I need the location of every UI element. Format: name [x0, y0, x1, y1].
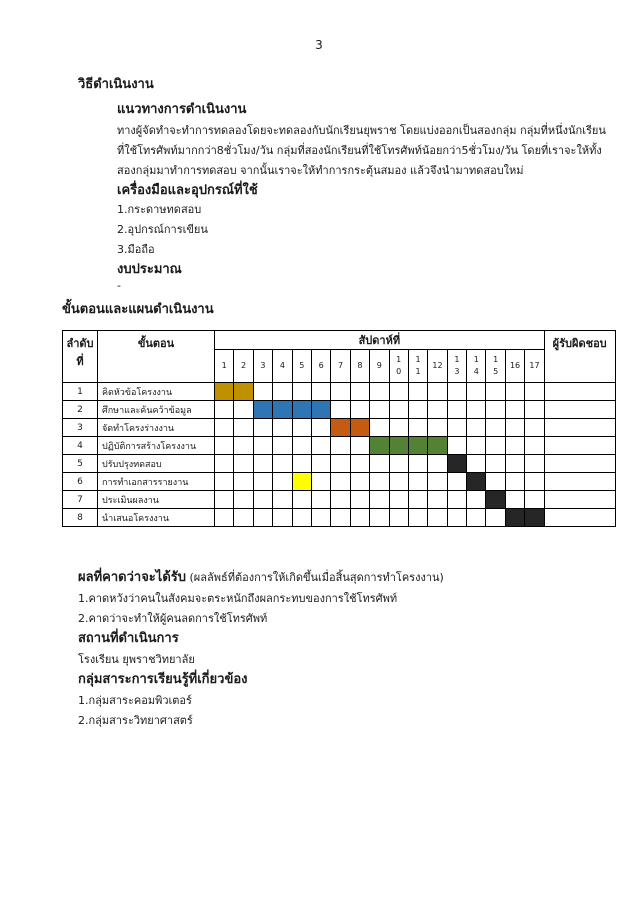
week-label: 1	[415, 355, 421, 364]
gantt-cell	[273, 473, 292, 491]
gantt-cell	[253, 383, 272, 401]
week-label: 1	[396, 355, 402, 364]
gantt-cell	[370, 401, 389, 419]
tool-item: 3.มือถือ	[117, 243, 155, 256]
gantt-bar-cell	[234, 383, 253, 401]
week-label: 5	[493, 367, 499, 376]
week-label: 1	[473, 355, 479, 364]
gantt-bar-cell	[467, 473, 486, 491]
gantt-bar-cell	[408, 437, 427, 455]
gantt-bar-cell	[505, 509, 524, 527]
gantt-cell	[292, 383, 311, 401]
gantt-cell	[292, 455, 311, 473]
gantt-cell	[447, 473, 466, 491]
gantt-cell	[408, 491, 427, 509]
week-header-cell	[253, 350, 272, 383]
gantt-cell	[311, 491, 330, 509]
gantt-cell	[234, 455, 253, 473]
gantt-cell	[428, 509, 447, 527]
page-number: 3	[315, 38, 323, 52]
gantt-cell	[253, 437, 272, 455]
task-owner	[544, 419, 615, 437]
gantt-cell	[273, 509, 292, 527]
approach-line: ที่ใช้โทรศัพท์มากกว่า8ชั่วโมง/วัน กลุ่มที่สองนักเรียนที่ใช้โทรศัพท์น้อยกว่า5ชั่วโมง/วัน โดยที่เราจะให้ทั้ง	[117, 144, 602, 157]
gantt-cell	[486, 509, 505, 527]
week-header-cell	[408, 350, 427, 383]
gantt-cell	[389, 401, 408, 419]
results-note: (ผลลัพธ์ที่ต้องการให้เกิดขึ้นเมื่อสิ้นสุดการทำโครงงาน)	[186, 571, 444, 584]
subjects-heading: กลุ่มสาระการเรียนรู้ที่เกี่ยวข้อง	[78, 672, 248, 687]
task-no: 4	[63, 437, 98, 455]
gantt-cell	[273, 419, 292, 437]
task-row	[63, 491, 616, 509]
result-item: 2.คาดว่าจะทำให้ผู้คนลดการใช้โทรศัพท์	[78, 612, 268, 625]
gantt-cell	[505, 491, 524, 509]
gantt-cell	[408, 401, 427, 419]
gantt-cell	[525, 437, 544, 455]
gantt-cell	[311, 419, 330, 437]
gantt-cell	[350, 509, 369, 527]
gantt-bar-cell	[525, 509, 544, 527]
gantt-cell	[467, 419, 486, 437]
task-name: ศึกษาและค้นคว้าข้อมูล	[98, 401, 215, 419]
week-header-cell	[447, 350, 466, 383]
gantt-cell	[505, 473, 524, 491]
results-heading-line	[78, 566, 444, 587]
col-no-header	[63, 331, 98, 383]
gantt-cell	[234, 419, 253, 437]
gantt-cell	[505, 401, 524, 419]
gantt-cell	[311, 383, 330, 401]
gantt-cell	[525, 455, 544, 473]
subject-item: 1.กลุ่มสาระคอมพิวเตอร์	[78, 694, 192, 707]
budget-heading: งบประมาณ	[117, 262, 182, 277]
week-label: 4	[473, 367, 479, 376]
gantt-cell	[428, 491, 447, 509]
gantt-bar-cell	[389, 437, 408, 455]
gantt-cell	[486, 455, 505, 473]
week-header-cell	[389, 350, 408, 383]
gantt-cell	[370, 473, 389, 491]
task-name: ปฏิบัติการสร้างโครงงาน	[98, 437, 215, 455]
col-no-label: ที่	[76, 355, 84, 368]
week-label: 12	[432, 361, 443, 370]
gantt-cell	[215, 419, 234, 437]
week-label: 1	[221, 361, 227, 370]
week-label: 4	[279, 361, 285, 370]
gantt-cell	[467, 437, 486, 455]
gantt-cell	[253, 509, 272, 527]
approach-line: สองกลุ่มมาทำการทดสอบ จากนั้นเราจะให้ทำการกระตุ้นสมอง แล้วจึงนำมาทดสอบใหม่	[117, 164, 524, 177]
budget-value: -	[117, 279, 121, 292]
gantt-bar-cell	[292, 473, 311, 491]
gantt-cell	[292, 509, 311, 527]
gantt-cell	[505, 437, 524, 455]
gantt-cell	[389, 509, 408, 527]
gantt-cell	[350, 383, 369, 401]
gantt-cell	[408, 509, 427, 527]
gantt-cell	[215, 455, 234, 473]
gantt-cell	[215, 437, 234, 455]
gantt-cell	[486, 473, 505, 491]
task-row	[63, 437, 616, 455]
gantt-cell	[389, 455, 408, 473]
gantt-cell	[311, 455, 330, 473]
gantt-cell	[370, 383, 389, 401]
gantt-cell	[428, 383, 447, 401]
gantt-cell	[428, 473, 447, 491]
gantt-cell	[234, 473, 253, 491]
task-row	[63, 419, 616, 437]
task-row	[63, 383, 616, 401]
method-heading: วิธีดำเนินงาน	[78, 77, 154, 92]
gantt-cell	[428, 455, 447, 473]
gantt-cell	[525, 473, 544, 491]
gantt-cell	[234, 491, 253, 509]
gantt-cell	[234, 437, 253, 455]
gantt-cell	[389, 473, 408, 491]
gantt-cell	[525, 383, 544, 401]
gantt-cell	[350, 473, 369, 491]
task-name: ประเมินผลงาน	[98, 491, 215, 509]
gantt-cell	[408, 455, 427, 473]
week-header-cell	[292, 350, 311, 383]
gantt-cell	[408, 473, 427, 491]
gantt-cell	[467, 491, 486, 509]
task-no: 7	[63, 491, 98, 509]
week-label: 0	[396, 367, 402, 376]
col-no-label: ลำดับ	[66, 337, 94, 350]
week-header-cell	[215, 350, 234, 383]
week-header-cell	[525, 350, 544, 383]
gantt-bar-cell	[215, 383, 234, 401]
gantt-bar-cell	[370, 437, 389, 455]
plan-heading: ขั้นตอนและแผนดำเนินงาน	[62, 302, 214, 317]
gantt-cell	[331, 491, 350, 509]
gantt-cell	[525, 491, 544, 509]
gantt-cell	[408, 383, 427, 401]
gantt-cell	[467, 509, 486, 527]
week-label: 1	[454, 355, 460, 364]
gantt-cell	[292, 437, 311, 455]
approach-line: ทางผู้จัดทำจะทำการทดลองโดยจะทดลองกับนักเรียนยุพราช โดยแบ่งออกเป็นสองกลุ่ม กลุ่มที่หนึ่งนักเรียน	[117, 124, 606, 137]
gantt-bar-cell	[253, 401, 272, 419]
week-label: 5	[299, 361, 305, 370]
gantt-cell	[486, 401, 505, 419]
gantt-cell	[234, 401, 253, 419]
gantt-cell	[486, 419, 505, 437]
gantt-cell	[273, 383, 292, 401]
gantt-cell	[447, 491, 466, 509]
gantt-cell	[467, 455, 486, 473]
gantt-cell	[447, 401, 466, 419]
gantt-bar-cell	[447, 455, 466, 473]
gantt-cell	[215, 401, 234, 419]
task-no: 6	[63, 473, 98, 491]
gantt-cell	[408, 419, 427, 437]
gantt-cell	[370, 455, 389, 473]
task-owner	[544, 401, 615, 419]
gantt-cell	[428, 401, 447, 419]
task-name: จัดทำโครงร่างงาน	[98, 419, 215, 437]
gantt-cell	[234, 509, 253, 527]
gantt-cell	[311, 509, 330, 527]
gantt-cell	[273, 437, 292, 455]
task-row	[63, 455, 616, 473]
week-label: 8	[357, 361, 363, 370]
gantt-cell	[253, 473, 272, 491]
week-label: 9	[376, 361, 382, 370]
gantt-cell	[350, 455, 369, 473]
gantt-bar-cell	[350, 419, 369, 437]
week-header-cell	[428, 350, 447, 383]
task-row	[63, 473, 616, 491]
gantt-cell	[370, 509, 389, 527]
gantt-cell	[447, 383, 466, 401]
gantt-cell	[331, 455, 350, 473]
gantt-cell	[467, 383, 486, 401]
gantt-cell	[350, 437, 369, 455]
week-label: 3	[260, 361, 266, 370]
week-header-cell	[467, 350, 486, 383]
gantt-cell	[525, 401, 544, 419]
gantt-cell	[350, 491, 369, 509]
gantt-cell	[447, 437, 466, 455]
week-header-cell	[234, 350, 253, 383]
week-label: 1	[415, 367, 421, 376]
gantt-bar-cell	[292, 401, 311, 419]
gantt-cell	[486, 437, 505, 455]
approach-heading: แนวทางการดำเนินงาน	[117, 102, 247, 117]
gantt-cell	[331, 383, 350, 401]
task-row	[63, 401, 616, 419]
gantt-cell	[292, 419, 311, 437]
gantt-cell	[505, 419, 524, 437]
place-heading: สถานที่ดำเนินการ	[78, 631, 179, 646]
gantt-cell	[253, 419, 272, 437]
gantt-cell	[447, 419, 466, 437]
gantt-cell	[331, 473, 350, 491]
gantt-cell	[253, 455, 272, 473]
gantt-cell	[370, 491, 389, 509]
col-owner-header: ผู้รับผิดชอบ	[544, 331, 615, 383]
gantt-cell	[331, 401, 350, 419]
week-header-cell	[505, 350, 524, 383]
week-header-cell	[370, 350, 389, 383]
task-name: คิดหัวข้อโครงงาน	[98, 383, 215, 401]
gantt-cell	[389, 419, 408, 437]
gantt-cell	[389, 383, 408, 401]
gantt-bar-cell	[311, 401, 330, 419]
week-label: 7	[337, 361, 344, 370]
gantt-bar-cell	[428, 437, 447, 455]
gantt-cell	[215, 491, 234, 509]
gantt-cell	[350, 401, 369, 419]
gantt-bar-cell	[486, 491, 505, 509]
task-owner	[544, 437, 615, 455]
week-header-cell	[331, 350, 350, 383]
week-header-cell	[350, 350, 369, 383]
week-label: 2	[241, 361, 247, 370]
place-value: โรงเรียน ยุพราชวิทยาลัย	[78, 653, 195, 666]
tool-item: 1.กระดาษทดสอบ	[117, 203, 202, 216]
tools-heading: เครื่องมือและอุปกรณ์ที่ใช้	[117, 183, 258, 198]
week-label: 6	[318, 361, 324, 370]
task-no: 8	[63, 509, 98, 527]
week-header-cell	[273, 350, 292, 383]
gantt-cell	[467, 401, 486, 419]
gantt-cell	[370, 419, 389, 437]
task-owner	[544, 455, 615, 473]
gantt-cell	[428, 419, 447, 437]
tool-item: 2.อุปกรณ์การเขียน	[117, 223, 208, 236]
gantt-bar-cell	[331, 419, 350, 437]
gantt-cell	[292, 491, 311, 509]
week-header-cell	[486, 350, 505, 383]
task-name: ปรับปรุงทดสอบ	[98, 455, 215, 473]
task-owner	[544, 491, 615, 509]
week-label: 1	[493, 355, 499, 364]
gantt-cell	[447, 509, 466, 527]
task-no: 1	[63, 383, 98, 401]
week-label: 16	[509, 361, 521, 370]
week-label: 3	[454, 367, 460, 376]
task-owner	[544, 383, 615, 401]
gantt-cell	[273, 455, 292, 473]
week-header-cell	[311, 350, 330, 383]
task-name: นำเสนอโครงงาน	[98, 509, 215, 527]
result-item: 1.คาดหวังว่าคนในสังคมจะตระหนักถึงผลกระทบของการใช้โทรศัพท์	[78, 592, 398, 605]
task-no: 5	[63, 455, 98, 473]
gantt-header-row	[63, 331, 616, 350]
gantt-cell	[389, 491, 408, 509]
col-step-header: ขั้นตอน	[98, 331, 215, 383]
gantt-cell	[215, 473, 234, 491]
gantt-cell	[253, 491, 272, 509]
gantt-cell	[331, 509, 350, 527]
task-no: 3	[63, 419, 98, 437]
gantt-cell	[505, 455, 524, 473]
subject-item: 2.กลุ่มสาระวิทยาศาสตร์	[78, 714, 193, 727]
task-no: 2	[63, 401, 98, 419]
results-heading: ผลที่คาดว่าจะได้รับ	[78, 570, 187, 585]
gantt-bar-cell	[273, 401, 292, 419]
gantt-cell	[215, 509, 234, 527]
gantt-cell	[273, 491, 292, 509]
week-label: 17	[529, 361, 540, 370]
task-owner	[544, 509, 615, 527]
col-week-header: สัปดาห์ที่	[215, 331, 545, 350]
gantt-cell	[486, 383, 505, 401]
gantt-cell	[525, 419, 544, 437]
gantt-cell	[331, 437, 350, 455]
task-name: การทำเอกสารรายงาน	[98, 473, 215, 491]
gantt-cell	[311, 473, 330, 491]
gantt-cell	[311, 437, 330, 455]
task-row	[63, 509, 616, 527]
gantt-cell	[505, 383, 524, 401]
task-owner	[544, 473, 615, 491]
gantt-table	[62, 330, 616, 527]
